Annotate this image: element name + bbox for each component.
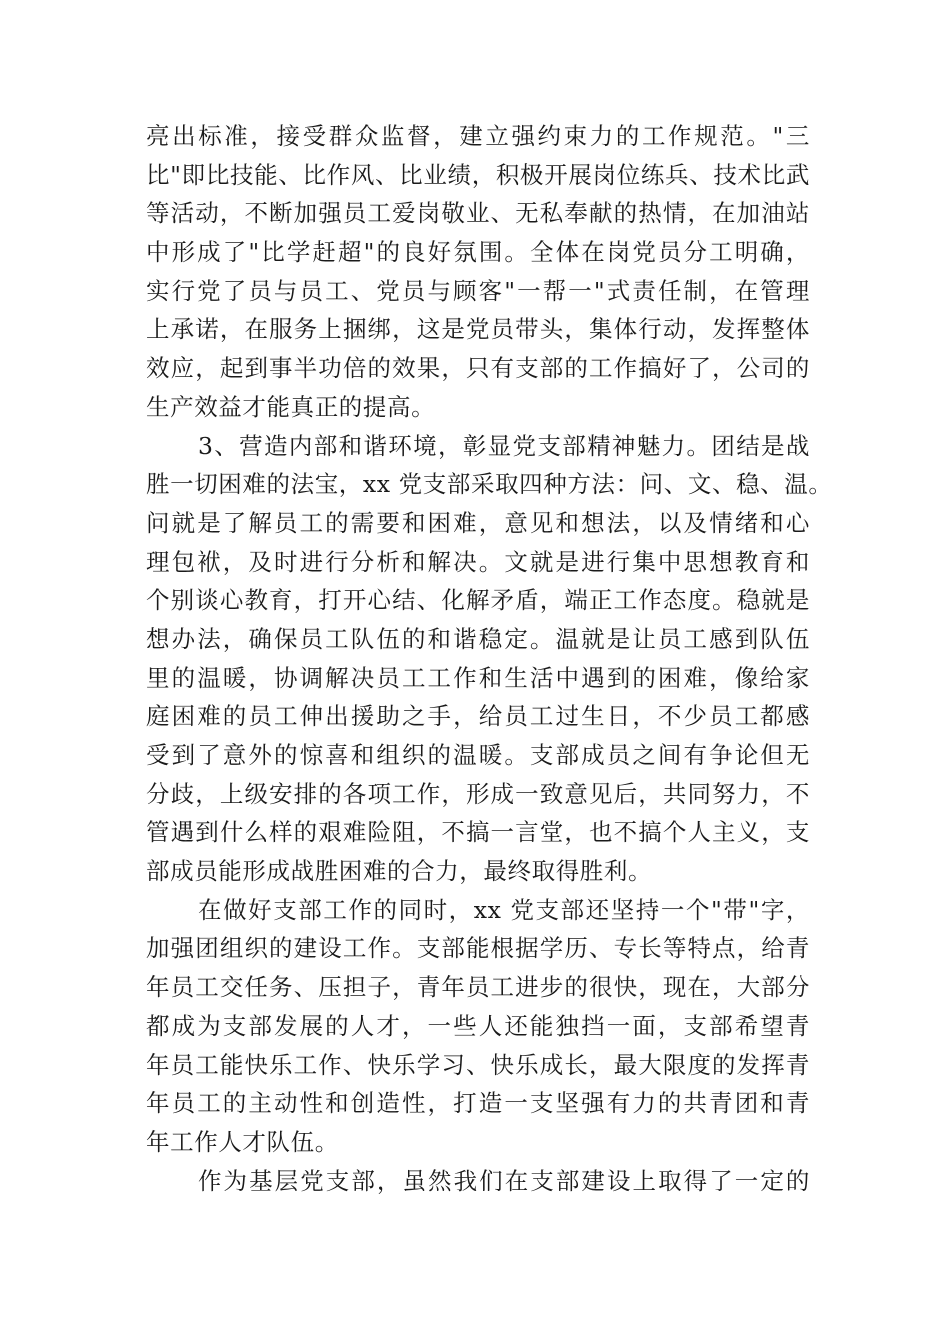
text-line: 受到了意外的惊喜和组织的温暖。支部成员之间有争论但无 bbox=[146, 741, 810, 769]
text-line: 年员工能快乐工作、快乐学习、快乐成长，最大限度的发挥青 bbox=[146, 1050, 810, 1079]
text-line: 胜一切困难的法宝，xx 党支部采取四种方法：问、文、稳、温。 bbox=[146, 470, 833, 499]
text-line: 3、营造内部和谐环境，彰显党支部精神魅力。团结是战 bbox=[198, 431, 810, 460]
text-line: 生产效益才能真正的提高。 bbox=[146, 392, 436, 421]
text-line: 问就是了解员工的需要和困难，意见和想法，以及情绪和心 bbox=[146, 508, 810, 537]
text-line: 作为基层党支部，虽然我们在支部建设上取得了一定的 bbox=[198, 1166, 810, 1195]
text-line: 等活动，不断加强员工爱岗敬业、无私奉献的热情，在加油站 bbox=[146, 199, 810, 228]
text-line: 上承诺，在服务上捆绑，这是党员带头，集体行动，发挥整体 bbox=[146, 315, 810, 344]
text-line: 加强团组织的建设工作。支部能根据学历、专长等特点，给青 bbox=[146, 934, 810, 963]
text-line: 年工作人才队伍。 bbox=[146, 1127, 339, 1156]
text-line: 中形成了"比学赶超"的良好氛围。全体在岗党员分工明确， bbox=[146, 238, 810, 267]
text-line: 比"即比技能、比作风、比业绩，积极开展岗位练兵、技术比武 bbox=[146, 160, 810, 189]
text-line: 亮出标准，接受群众监督，建立强约束力的工作规范。"三 bbox=[146, 122, 810, 150]
document-body-text bbox=[146, 117, 833, 1200]
text-line: 效应，起到事半功倍的效果，只有支部的工作搞好了，公司的 bbox=[146, 354, 810, 383]
text-line: 想办法，确保员工队伍的和谐稳定。温就是让员工感到队伍 bbox=[146, 624, 810, 653]
text-line: 庭困难的员工伸出援助之手，给员工过生日，不少员工都感 bbox=[146, 702, 810, 731]
text-line: 部成员能形成战胜困难的合力，最终取得胜利。 bbox=[146, 857, 653, 886]
text-line: 理包袱，及时进行分析和解决。文就是进行集中思想教育和 bbox=[146, 547, 810, 576]
text-line: 分歧，上级安排的各项工作，形成一致意见后，共同努力，不 bbox=[146, 779, 810, 808]
text-line: 在做好支部工作的同时，xx 党支部还坚持一个"带"字， bbox=[198, 895, 810, 924]
text-line: 年员工的主动性和创造性，打造一支坚强有力的共青团和青 bbox=[146, 1089, 810, 1118]
text-line: 个别谈心教育，打开心结、化解矛盾，端正工作态度。稳就是 bbox=[146, 586, 810, 615]
text-line: 实行党了员与员工、党员与顾客"一帮一"式责任制，在管理 bbox=[146, 276, 810, 305]
text-line: 管遇到什么样的艰难险阻，不搞一言堂，也不搞个人主义，支 bbox=[146, 818, 810, 847]
text-line: 都成为支部发展的人才，一些人还能独挡一面，支部希望青 bbox=[146, 1011, 810, 1040]
text-line: 年员工交任务、压担子，青年员工进步的很快，现在，大部分 bbox=[146, 973, 810, 1002]
text-line: 里的温暖，协调解决员工工作和生活中遇到的困难，像给家 bbox=[146, 663, 810, 692]
